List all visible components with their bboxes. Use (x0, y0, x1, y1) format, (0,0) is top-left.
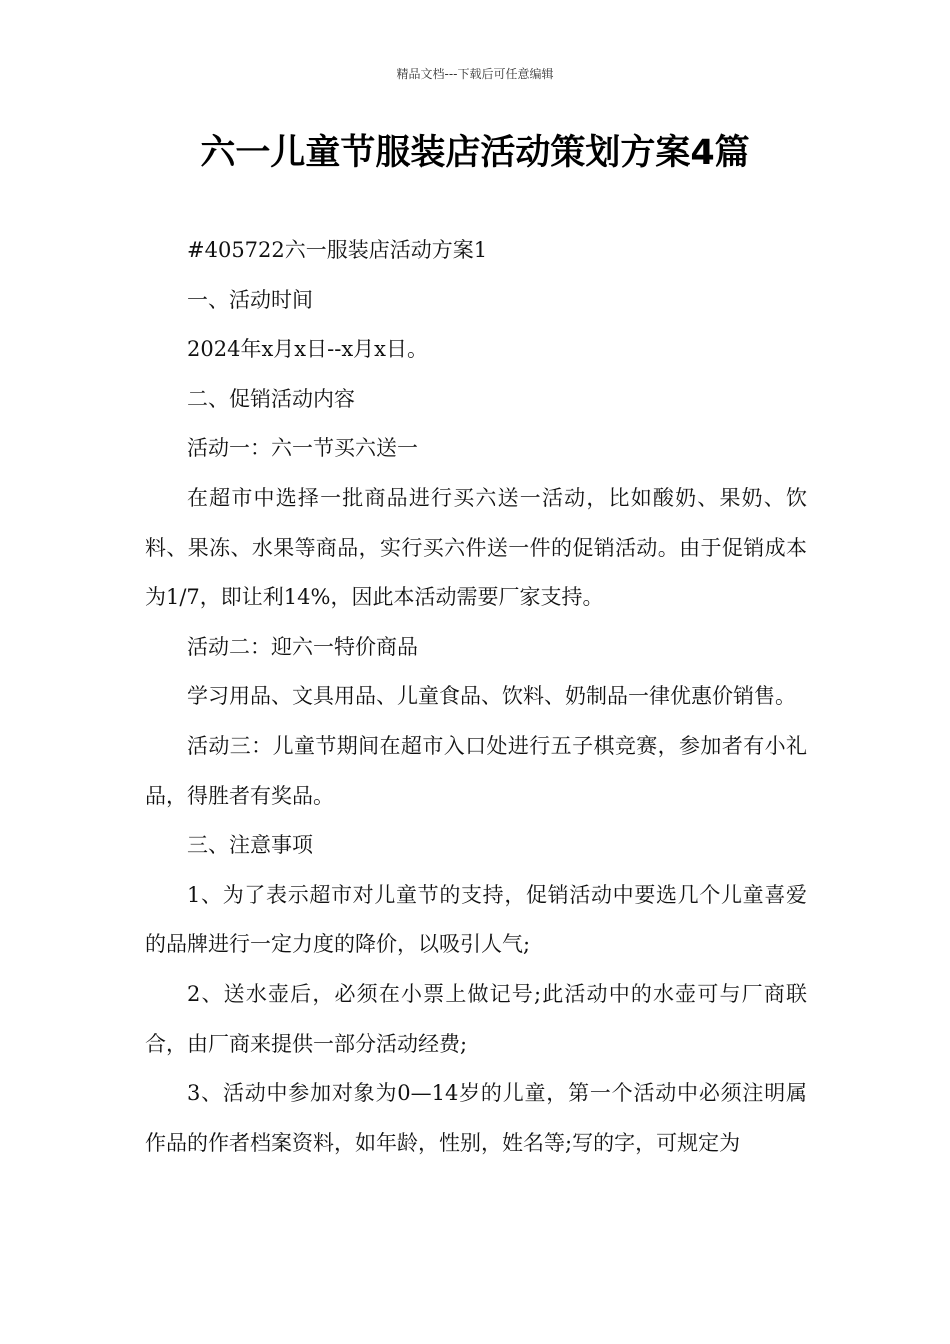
section-heading-promotion-content: 二、促销活动内容 (187, 386, 355, 411)
paragraph-activity-three: 活动三：儿童节期间在超市入口处进行五子棋竞赛，参加者有小礼品，得胜者有奖品。 (145, 733, 807, 808)
paragraph-activity-two-detail: 学习用品、文具用品、儿童食品、饮料、奶制品一律优惠价销售。 (187, 684, 796, 709)
paragraph-activity-dates: 2024年x月x日--x月x日。 (187, 337, 429, 362)
document-body (145, 226, 807, 1168)
header-note: 精品文档---下载后可任意编辑 (396, 67, 554, 81)
paragraph-activity-one-detail: 在超市中选择一批商品进行买六送一活动，比如酸奶、果奶、饮料、果冻、水果等商品，实行买六件送一件的促销活动。由于促销成本为1/7，即让利14%，因此本活动需要厂家支持。 (145, 485, 807, 610)
paragraph-note-3: 3、活动中参加对象为0—14岁的儿童，第一个活动中必须注明属作品的作者档案资料，如年龄，性别，姓名等;写的字，可规定为 (145, 1081, 807, 1155)
section-heading-plan-1: #405722六一服装店活动方案1 (187, 238, 488, 262)
subheading-activity-two: 活动二：迎六一特价商品 (187, 634, 418, 659)
paragraph-note-2: 2、送水壶后，必须在小票上做记号;此活动中的水壶可与厂商联合，由厂商来提供一部分活动经费; (145, 981, 807, 1056)
document-title: 六一儿童节服装店活动策划方案4篇 (200, 133, 750, 173)
paragraph-note-1: 1、为了表示超市对儿童节的支持，促销活动中要选几个儿童喜爱的品牌进行一定力度的降价，以吸引人气; (145, 882, 807, 957)
section-heading-activity-time: 一、活动时间 (187, 287, 313, 312)
subheading-activity-one: 活动一：六一节买六送一 (187, 436, 418, 461)
section-heading-notes: 三、注意事项 (187, 833, 313, 858)
